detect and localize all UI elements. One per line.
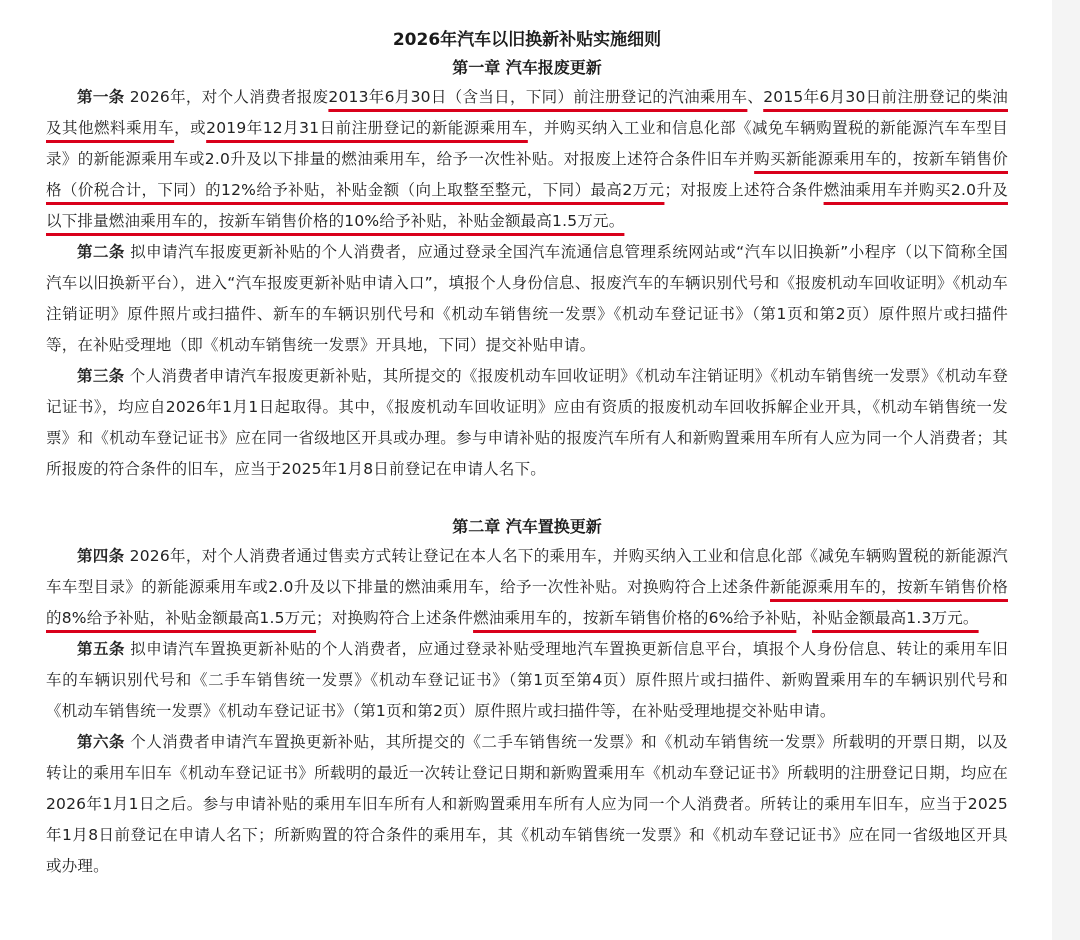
text-segment: ，或 [174, 119, 207, 137]
text-segment: ；对报废上述符合条件 [664, 181, 824, 199]
article-1 [46, 82, 1008, 237]
underlined-text-segment: 2015年6月30日前注册登记的柴油及其他燃料乘用车 [46, 88, 1008, 137]
article-5-body [46, 640, 1008, 720]
text-segment: 个人消费者申请汽车置换更新补贴，其所提交的《二手车销售统一发票》和《机动车销售统一发票》所载明的开票日期，以及转让的乘用车旧车《机动车登记证书》所载明的最近一次转让登记日期和新购置乘用车《机动车登记证书》所载明的注册登记日期，均应在2026年1月1日之后。参与申请补贴的乘用车旧车所有人和新购置乘用车所有人应为同一个人消费者。所转让的乘用车旧车，应当于2025年1月8日前登记在申请人名下；所新购置的符合条件的乘用车，其《机动车销售统一发票》和《机动车登记证书》应在同一省级地区开具或办理。 [46, 733, 1008, 875]
article-2-body [46, 243, 1008, 354]
document-title: 2026年汽车以旧换新补贴实施细则 [392, 30, 662, 50]
article-1-body [46, 88, 1008, 230]
text-segment: ，并购买纳入工业和信息化部《减免车辆购置税的新能源汽车车型目录》的新能源乘用车或2.0升及以下排量的燃油乘用车，给予一次性补贴。对报废上述符合条件旧车并 [46, 119, 1008, 168]
chapter-2-title: 第二章 汽车置换更新 [452, 517, 602, 536]
scrollbar-track[interactable] [1052, 0, 1080, 940]
article-5 [46, 634, 1008, 727]
underlined-text-segment: 燃油乘用车并购买2.0升及以下排量燃油乘用车的，按新车销售价格的10%给予补贴，补贴金额最高1.5万元。 [46, 181, 1008, 230]
text-segment: 个人消费者申请汽车报废更新补贴，其所提交的《报废机动车回收证明》《机动车注销证明》《机动车销售统一发票》《机动车登记证书》，均应自2026年1月1日起取得。其中，《报废机动车回收证明》应由有资质的报废机动车回收拆解企业开具，《机动车销售统一发票》和《机动车登记证书》应在同一省级地区开具或办理。参与申请补贴的报废汽车所有人和新购置乘用车所有人应为同一个人消费者；其所报废的符合条件的旧车，应当于2025年1月8日前登记在申请人名下。 [46, 367, 1009, 478]
text-segment: ；对换购符合上述条件 [316, 609, 474, 627]
article-3-body [46, 367, 1008, 478]
article-2 [46, 237, 1008, 361]
article-4-body [46, 547, 1008, 627]
underlined-text-segment: 燃油乘用车的，按新车销售价格的6%给予补贴 [473, 609, 797, 627]
underlined-text-segment: 购买新能源乘用车的，按新车销售价格（价税合计，下同）的12%给予补贴，补贴金额（向上取整至整元，下同）最高2万元 [46, 150, 1008, 199]
chapter-2 [46, 513, 1008, 882]
underlined-text-segment: 2019年12月31日前注册登记的新能源乘用车 [206, 119, 528, 137]
article-6-label: 第六条 [77, 733, 125, 751]
text-segment: 拟申请汽车报废更新补贴的个人消费者，应通过登录全国汽车流通信息管理系统网站或“汽车以旧换新”小程序（以下简称全国汽车以旧换新平台），进入“汽车报废更新补贴申请入口”，填报个人身份信息、报废汽车的车辆识别代号和《报废机动车回收证明》《机动车注销证明》原件照片或扫描件、新车的车辆识别代号和《机动车销售统一发票》《机动车登记证书》（第1页和第2页）原件照片或扫描件等，在补贴受理地（即《机动车销售统一发票》开具地，下同）提交补贴申请。 [46, 243, 1008, 354]
text-segment: 拟申请汽车置换更新补贴的个人消费者，应通过登录补贴受理地汽车置换更新信息平台，填报个人身份信息、转让的乘用车旧车的车辆识别代号和《二手车销售统一发票》《机动车登记证书》（第1页至第4页）原件照片或扫描件、新购置乘用车的车辆识别代号和《机动车销售统一发票》《机动车登记证书》（第1页和第2页）原件照片或扫描件等，在补贴受理地提交补贴申请。 [46, 640, 1008, 720]
underlined-text-segment: 2013年6月30日（含当日，下同）前注册登记的汽油乘用车 [328, 88, 748, 106]
text-segment: ， [796, 609, 813, 627]
chapter-1-title: 第一章 汽车报废更新 [452, 58, 602, 77]
article-3 [46, 361, 1008, 485]
text-segment: 2026年，对个人消费者报废 [124, 88, 329, 106]
article-2-label: 第二条 [77, 243, 125, 261]
text-segment: 、 [747, 88, 764, 106]
chapter-spacer [46, 485, 1008, 513]
underlined-text-segment: 补贴金额最高1.3万元。 [812, 609, 979, 627]
article-6 [46, 727, 1008, 882]
document-content [46, 26, 1008, 882]
chapter-1 [46, 54, 1008, 485]
underlined-text-segment: 新能源乘用车的，按新车销售价格的8%给予补贴，补贴金额最高1.5万元 [46, 578, 1008, 627]
article-5-label: 第五条 [77, 640, 125, 658]
text-segment: 2026年，对个人消费者通过售卖方式转让登记在本人名下的乘用车，并购买纳入工业和信息化部《减免车辆购置税的新能源汽车车型目录》的新能源乘用车或2.0升及以下排量的燃油乘用车，给予一次性补贴。对换购符合上述条件 [46, 547, 1008, 596]
article-6-body [46, 733, 1008, 875]
article-1-label: 第一条 [77, 88, 125, 106]
article-4-label: 第四条 [77, 547, 125, 565]
article-4 [46, 541, 1008, 634]
article-3-label: 第三条 [77, 367, 125, 385]
